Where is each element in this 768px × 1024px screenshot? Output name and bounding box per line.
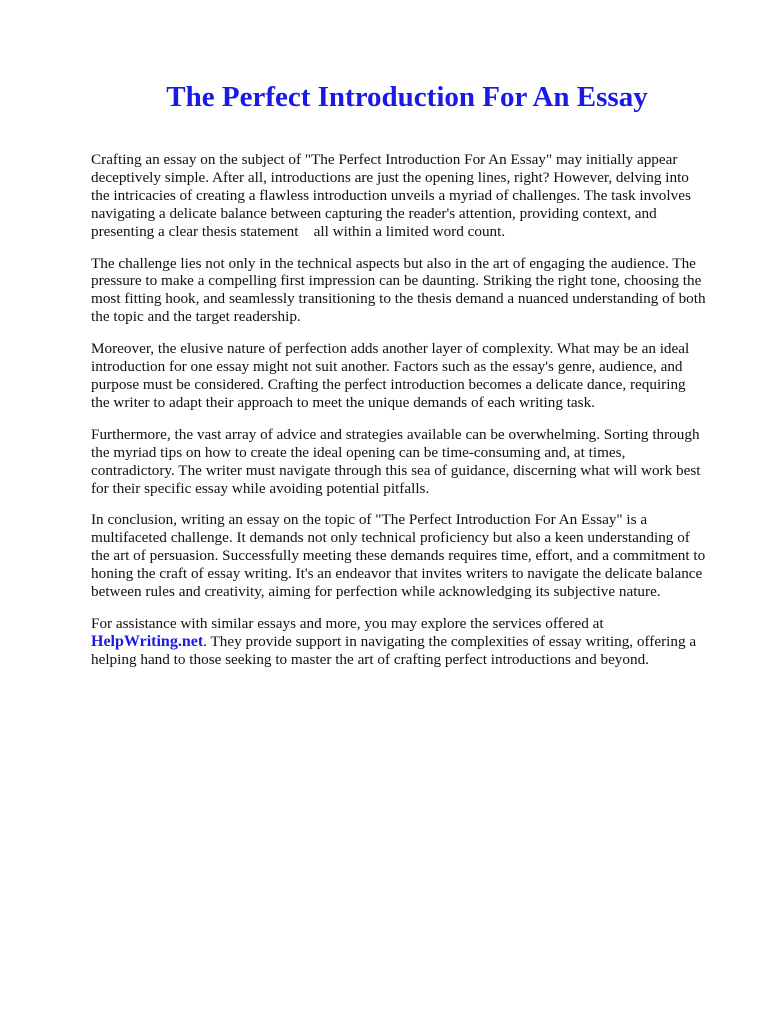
paragraph-line: purpose must be considered. Crafting the perfect introduction becomes a delicate dance, requiring	[91, 375, 686, 393]
paragraph-line: For assistance with similar essays and more, you may explore the services offered at	[91, 614, 604, 632]
paragraph-line: for their specific essay while avoiding potential pitfalls.	[91, 479, 430, 497]
paragraph-line: Moreover, the elusive nature of perfection adds another layer of complexity. What may be an ideal	[91, 340, 690, 358]
paragraph-4	[91, 426, 731, 498]
paragraph-line: the topic and the target readership.	[91, 308, 301, 326]
paragraph-line: multifaceted challenge. It demands not only technical proficiency but also a keen understanding of	[91, 529, 690, 547]
paragraph-line: navigating a delicate balance between capturing the reader's attention, providing context, and	[91, 204, 657, 222]
paragraph-line: the myriad tips on how to create the ideal opening can be time-consuming and, at times,	[91, 443, 626, 461]
paragraph-line: the art of persuasion. Successfully meeting these demands requires time, effort, and a commitment to	[91, 547, 706, 565]
paragraph-line: contradictory. The writer must navigate through this sea of guidance, discerning what will work best	[91, 461, 701, 479]
paragraph-line: helping hand to those seeking to master the art of crafting perfect introductions and beyond.	[91, 650, 649, 668]
paragraph-3	[91, 340, 731, 412]
paragraph-line: Furthermore, the vast array of advice and strategies available can be overwhelming. Sorting through	[91, 425, 700, 443]
paragraph-line: between rules and creativity, aiming for perfection while acknowledging its subjective nature.	[91, 583, 661, 601]
paragraph-line: the writer to adapt their approach to meet the unique demands of each writing task.	[91, 393, 595, 411]
helpwriting-link[interactable]: HelpWriting.net	[91, 632, 204, 650]
paragraph-1	[91, 151, 731, 241]
closing-paragraph	[91, 615, 731, 669]
paragraph-line: honing the craft of essay writing. It's an endeavor that invites writers to navigate the delicate balance	[91, 565, 703, 583]
paragraph-line: In conclusion, writing an essay on the topic of "The Perfect Introduction For An Essay" is a	[91, 511, 648, 529]
paragraph-line: deceptively simple. After all, introductions are just the opening lines, right? However, delving into	[91, 168, 689, 186]
essay-body	[91, 151, 731, 683]
link-trailing-text: . They provide support in navigating the complexities of essay writing, offering a	[203, 632, 697, 650]
paragraph-line: most fitting hook, and seamlessly transitioning to the thesis demand a nuanced understanding of both	[91, 290, 706, 308]
paragraph-line: the intricacies of creating a flawless introduction unveils a myriad of challenges. The task involves	[91, 186, 691, 204]
paragraph-5	[91, 511, 731, 601]
paragraph-line: The challenge lies not only in the technical aspects but also in the art of engaging the audience. The	[91, 254, 696, 272]
paragraph-line: pressure to make a compelling first impression can be daunting. Striking the right tone, choosing the	[91, 272, 702, 290]
paragraph-2	[91, 255, 731, 327]
paragraph-line: presenting a clear thesis statement all within a limited word count.	[91, 222, 506, 240]
paragraph-line: introduction for one essay might not suit another. Factors such as the essay's genre, audience, and	[91, 358, 683, 376]
paragraph-line: Crafting an essay on the subject of "The Perfect Introduction For An Essay" may initially appear	[91, 151, 678, 168]
paragraph-line-with-link	[91, 633, 731, 651]
page-title: The Perfect Introduction For An Essay	[166, 81, 648, 113]
